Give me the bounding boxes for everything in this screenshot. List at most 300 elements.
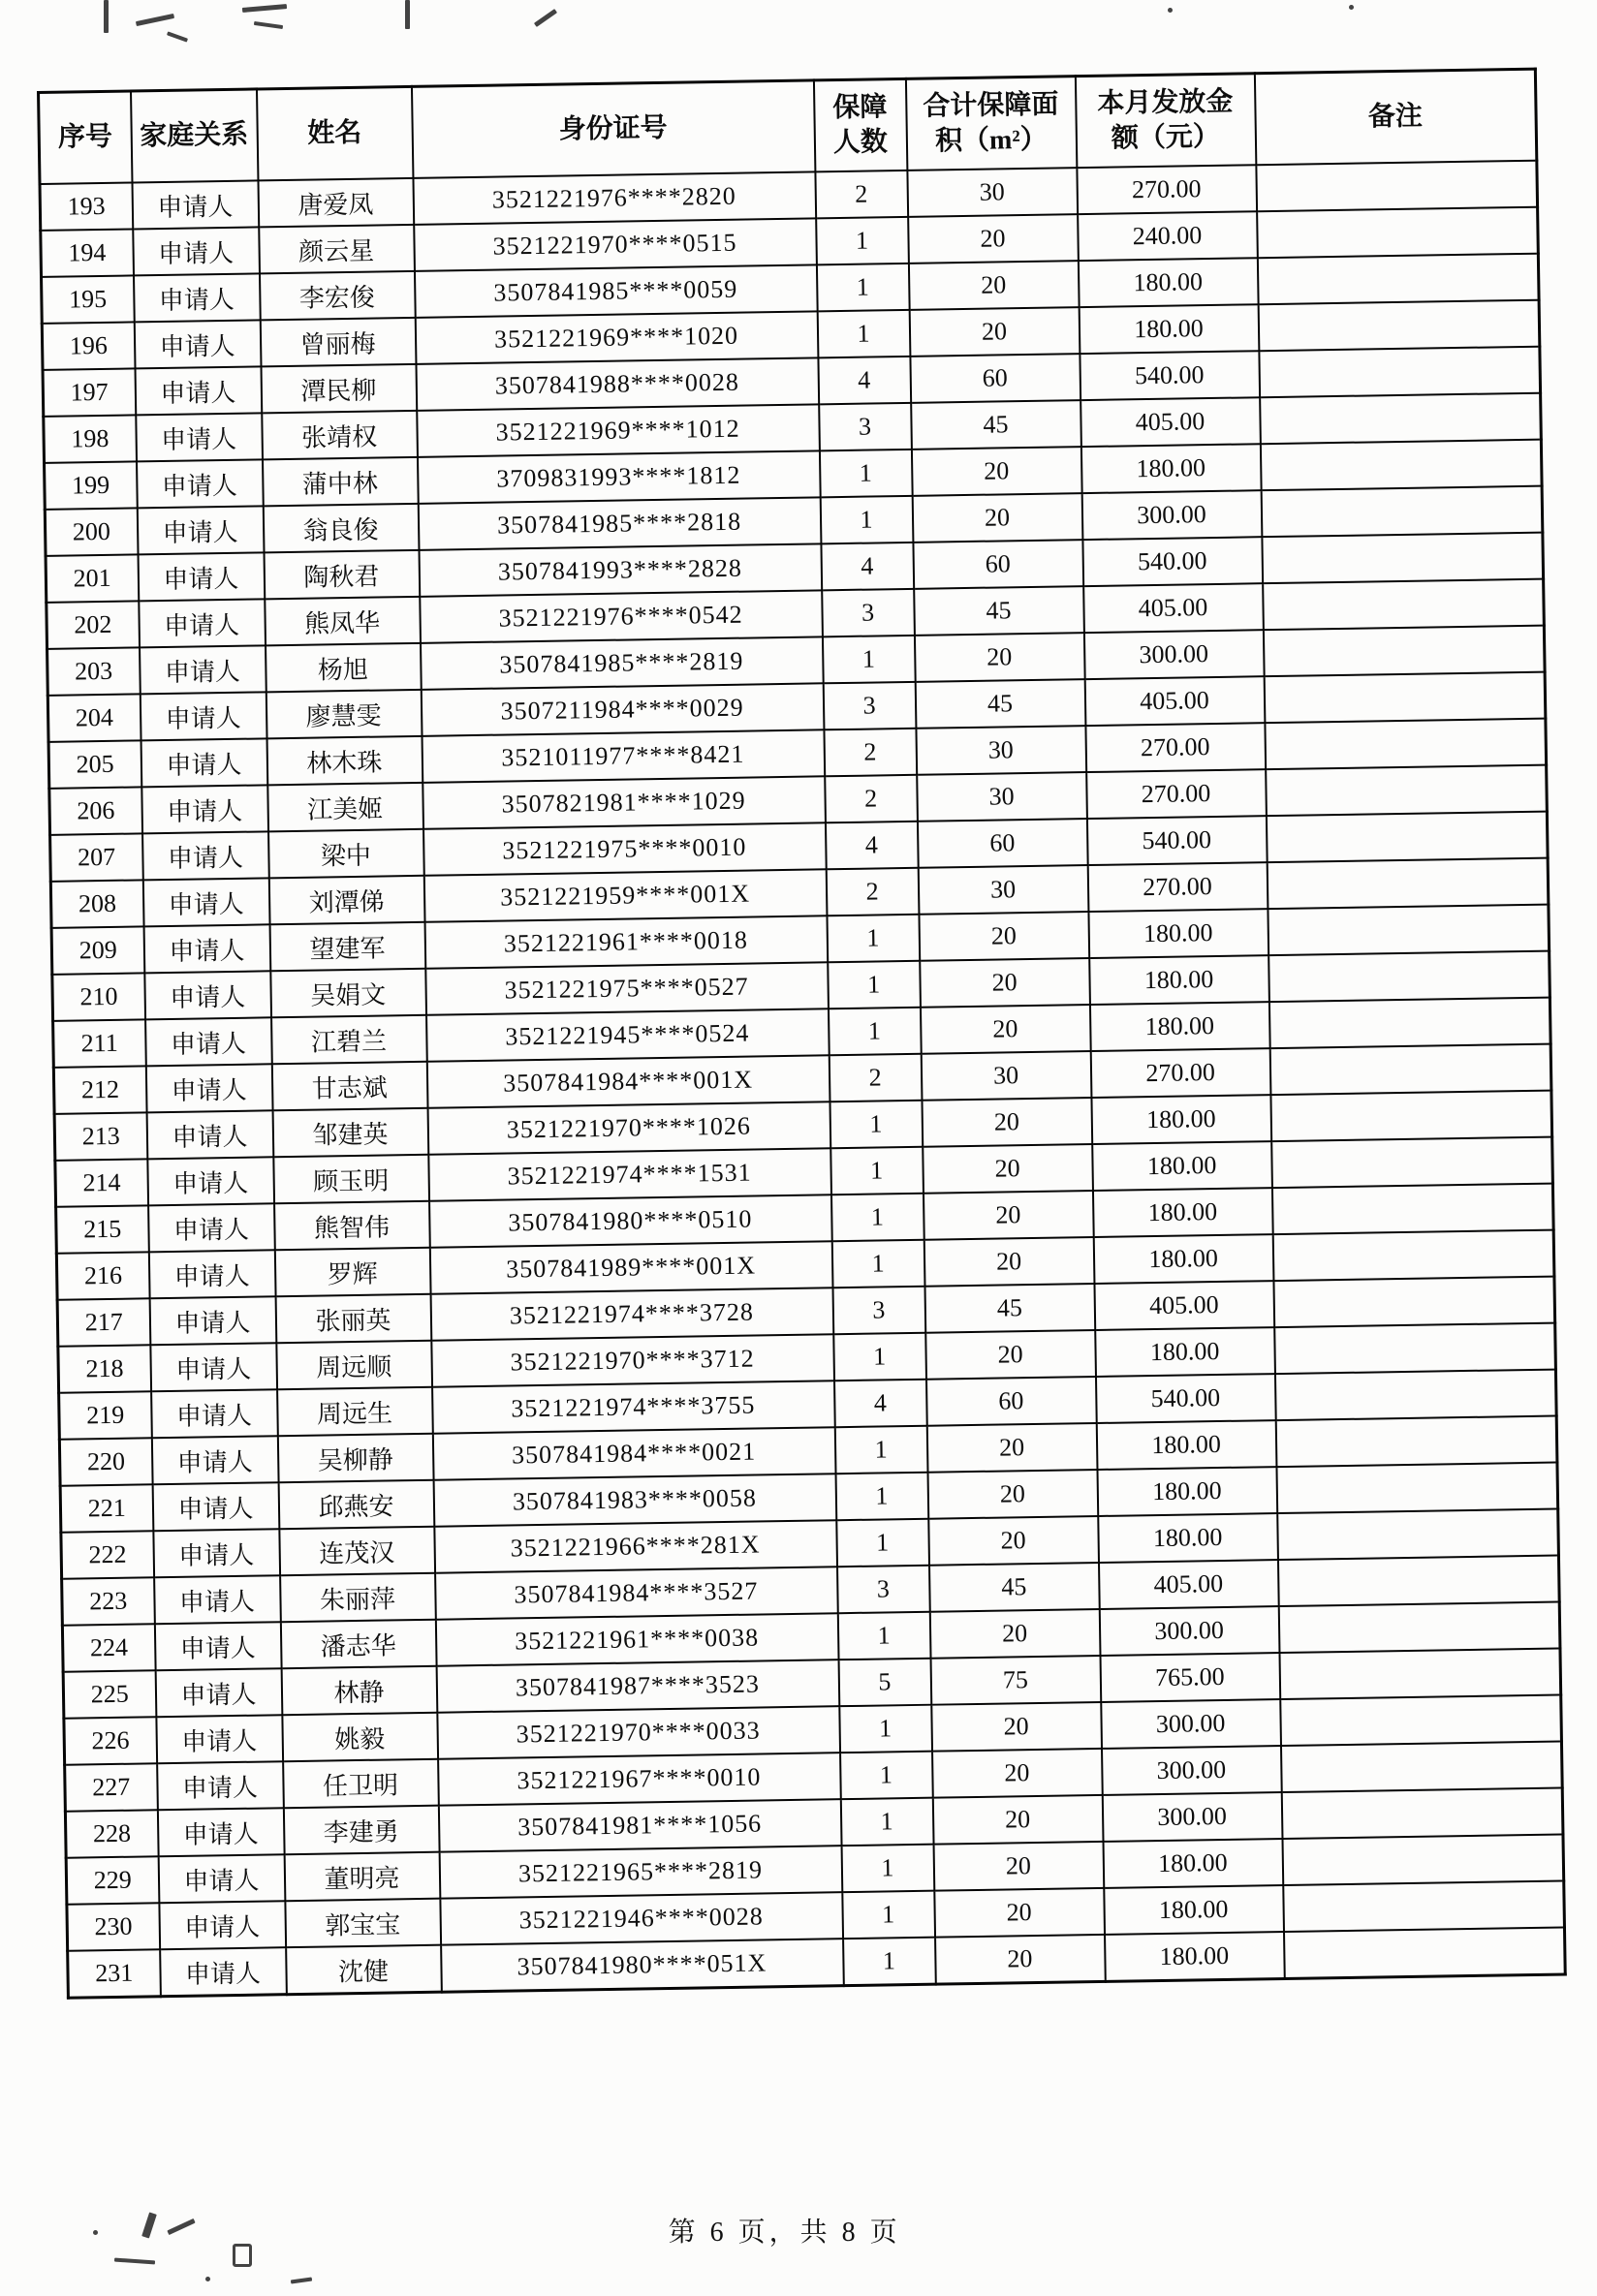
cell-seq: 196 — [42, 322, 135, 369]
cell-name: 连茂汉 — [279, 1527, 435, 1576]
column-header-relation: 家庭关系 — [131, 89, 258, 183]
cell-relation: 申请人 — [137, 459, 264, 508]
cell-seq: 207 — [50, 833, 143, 881]
cell-id_number: 3507841985****0059 — [414, 264, 817, 318]
cell-area: 20 — [912, 493, 1082, 543]
cell-seq: 215 — [56, 1205, 149, 1253]
cell-seq: 195 — [42, 275, 135, 323]
cell-id_number: 3521221976****0542 — [420, 590, 823, 643]
scan-artifact — [405, 0, 410, 29]
cell-name: 林静 — [281, 1666, 437, 1716]
cell-area: 75 — [930, 1656, 1101, 1705]
cell-people: 3 — [832, 1287, 925, 1334]
cell-remark — [1256, 161, 1538, 212]
cell-amount: 180.00 — [1103, 1839, 1283, 1888]
cell-amount: 405.00 — [1098, 1560, 1278, 1609]
cell-people: 1 — [827, 915, 920, 962]
cell-area: 20 — [920, 1005, 1090, 1054]
cell-amount: 405.00 — [1094, 1281, 1274, 1330]
cell-name: 董明亮 — [284, 1852, 440, 1902]
cell-people: 4 — [834, 1380, 927, 1427]
cell-seq: 217 — [57, 1298, 150, 1346]
scan-artifact — [93, 2230, 98, 2235]
cell-amount: 180.00 — [1092, 1188, 1272, 1237]
cell-area: 60 — [910, 354, 1080, 403]
cell-amount: 180.00 — [1089, 1002, 1269, 1051]
cell-relation: 申请人 — [149, 1296, 276, 1345]
cell-relation: 申请人 — [159, 1901, 286, 1949]
cell-people: 2 — [826, 868, 919, 915]
cell-name: 甘志斌 — [271, 1062, 427, 1111]
cell-relation: 申请人 — [136, 413, 263, 461]
cell-people: 1 — [841, 1845, 934, 1892]
cell-name: 刘潭俤 — [268, 876, 424, 925]
cell-seq: 194 — [41, 229, 134, 276]
cell-name: 林木珠 — [266, 736, 423, 786]
cell-seq: 230 — [67, 1903, 160, 1950]
cell-id_number: 3507841983****0058 — [433, 1474, 836, 1527]
cell-people: 2 — [815, 171, 908, 218]
cell-seq: 198 — [44, 415, 137, 462]
cell-remark — [1258, 300, 1540, 352]
cell-id_number: 3521221976****2820 — [413, 171, 816, 225]
cell-id_number: 3507841985****2819 — [420, 636, 823, 690]
cell-remark — [1257, 207, 1539, 259]
cell-name: 罗辉 — [274, 1248, 430, 1297]
cell-remark — [1277, 1509, 1559, 1561]
cell-name: 沈健 — [286, 1945, 442, 1995]
cell-area: 20 — [932, 1749, 1103, 1798]
cell-id_number: 3507841981****1056 — [438, 1799, 841, 1852]
cell-people: 1 — [828, 961, 921, 1008]
cell-amount: 180.00 — [1105, 1932, 1285, 1981]
cell-people: 1 — [840, 1752, 933, 1799]
cell-area: 20 — [922, 1098, 1092, 1147]
cell-id_number: 3521221970****1026 — [427, 1101, 830, 1155]
cell-amount: 300.00 — [1083, 630, 1264, 679]
cell-seq: 227 — [65, 1763, 158, 1811]
cell-amount: 540.00 — [1086, 816, 1267, 865]
cell-amount: 270.00 — [1086, 769, 1267, 819]
cell-relation: 申请人 — [153, 1529, 280, 1577]
cell-area: 45 — [924, 1284, 1095, 1333]
cell-remark — [1268, 951, 1550, 1003]
cell-id_number: 3507841984****0021 — [432, 1427, 835, 1480]
cell-relation: 申请人 — [157, 1808, 284, 1856]
cell-area: 20 — [924, 1237, 1094, 1287]
cell-name: 顾玉明 — [273, 1155, 429, 1204]
cell-amount: 300.00 — [1102, 1746, 1282, 1795]
cell-amount: 300.00 — [1099, 1606, 1279, 1656]
scan-artifact — [167, 31, 188, 42]
cell-remark — [1257, 254, 1539, 305]
cell-id_number: 3521221975****0010 — [423, 822, 827, 876]
cell-seq: 212 — [53, 1066, 146, 1113]
cell-remark — [1272, 1230, 1554, 1282]
scan-artifact — [114, 2258, 155, 2265]
cell-area: 20 — [932, 1795, 1103, 1845]
table-container — [37, 68, 1564, 2000]
cell-name: 蒲中林 — [263, 457, 419, 507]
cell-area: 45 — [915, 679, 1085, 729]
cell-people: 1 — [836, 1519, 929, 1567]
cell-people: 2 — [824, 729, 917, 776]
cell-relation: 申请人 — [132, 180, 259, 229]
cell-remark — [1275, 1416, 1557, 1468]
cell-id_number: 3521221974****3728 — [430, 1288, 833, 1341]
cell-people: 1 — [819, 450, 912, 497]
cell-remark — [1260, 440, 1542, 491]
scan-artifact — [1349, 5, 1354, 10]
cell-name: 姚毅 — [282, 1713, 438, 1762]
cell-area: 60 — [917, 819, 1087, 868]
cell-seq: 228 — [65, 1810, 158, 1857]
cell-name: 潭民柳 — [261, 364, 417, 414]
cell-people: 2 — [829, 1054, 922, 1101]
cell-name: 潘志华 — [280, 1620, 436, 1669]
page-footer: 第 6 页，共 8 页 — [668, 2218, 901, 2248]
cell-remark — [1276, 1463, 1558, 1514]
cell-relation: 申请人 — [152, 1482, 279, 1531]
cell-relation: 申请人 — [140, 692, 266, 740]
cell-people: 3 — [822, 589, 915, 636]
cell-people: 1 — [833, 1333, 926, 1381]
cell-area: 60 — [913, 540, 1083, 589]
cell-remark — [1282, 1834, 1564, 1885]
cell-area: 20 — [929, 1609, 1100, 1659]
cell-name: 邱燕安 — [278, 1480, 434, 1530]
cell-id_number: 3521221975****0527 — [425, 962, 829, 1015]
cell-relation: 申请人 — [145, 1017, 272, 1066]
cell-remark — [1267, 858, 1549, 910]
cell-relation: 申请人 — [148, 1203, 275, 1252]
cell-relation: 申请人 — [145, 1064, 272, 1112]
cell-amount: 180.00 — [1095, 1327, 1275, 1377]
cell-area: 45 — [911, 400, 1081, 450]
cell-name: 李宏俊 — [259, 271, 415, 321]
cell-relation: 申请人 — [141, 785, 268, 833]
cell-seq: 226 — [64, 1717, 157, 1764]
cell-people: 1 — [820, 496, 913, 543]
cell-area: 60 — [926, 1377, 1097, 1426]
cell-name: 颜云星 — [259, 225, 415, 274]
cell-people: 3 — [819, 403, 912, 450]
cell-area: 20 — [909, 307, 1080, 357]
cell-seq: 210 — [52, 973, 145, 1020]
cell-remark — [1271, 1137, 1553, 1189]
cell-amount: 180.00 — [1089, 955, 1269, 1005]
cell-remark — [1274, 1323, 1556, 1375]
cell-id_number: 3507841993****2828 — [419, 543, 822, 597]
cell-amount: 405.00 — [1083, 583, 1264, 633]
cell-id_number: 3709831993****1812 — [417, 450, 820, 504]
cell-amount: 180.00 — [1091, 1095, 1271, 1144]
cell-seq: 220 — [59, 1438, 152, 1485]
cell-relation: 申请人 — [142, 878, 269, 926]
cell-remark — [1271, 1184, 1553, 1235]
cell-name: 梁中 — [268, 829, 424, 879]
cell-name: 周远生 — [277, 1387, 433, 1437]
cell-remark — [1269, 1044, 1551, 1096]
cell-name: 曾丽梅 — [260, 318, 416, 367]
cell-area: 20 — [908, 214, 1079, 264]
cell-id_number: 3521221969****1020 — [415, 311, 818, 364]
column-header-seq: 序号 — [39, 91, 132, 184]
cell-relation: 申请人 — [143, 924, 270, 973]
cell-area: 30 — [907, 168, 1078, 217]
cell-people: 1 — [839, 1705, 932, 1753]
cell-area: 20 — [908, 261, 1079, 310]
cell-seq: 193 — [40, 182, 133, 230]
column-header-amount: 本月发放金 额（元） — [1075, 74, 1255, 168]
cell-seq: 204 — [47, 694, 141, 741]
cell-amount: 405.00 — [1084, 676, 1265, 726]
cell-area: 30 — [917, 772, 1087, 822]
cell-relation: 申请人 — [144, 971, 271, 1019]
cell-remark — [1259, 347, 1541, 398]
cell-relation: 申请人 — [148, 1250, 275, 1298]
cell-seq: 219 — [59, 1391, 152, 1439]
cell-amount: 180.00 — [1104, 1885, 1284, 1935]
cell-amount: 180.00 — [1080, 444, 1261, 493]
cell-remark — [1265, 719, 1547, 770]
scan-artifact — [141, 2212, 157, 2238]
cell-people: 1 — [843, 1938, 936, 1986]
cell-id_number: 3507841989****001X — [429, 1241, 832, 1294]
cell-relation: 申请人 — [140, 645, 266, 694]
cell-seq: 225 — [63, 1670, 156, 1718]
cell-name: 望建军 — [269, 922, 425, 972]
cell-amount: 180.00 — [1092, 1141, 1272, 1191]
cell-amount: 240.00 — [1078, 211, 1258, 261]
cell-remark — [1278, 1602, 1560, 1654]
cell-people: 3 — [823, 682, 916, 729]
cell-people: 2 — [825, 775, 918, 822]
cell-relation: 申请人 — [157, 1761, 284, 1810]
cell-id_number: 3507841987****3523 — [436, 1660, 839, 1713]
scan-artifact — [233, 2244, 252, 2267]
column-header-people: 保障 人数 — [813, 78, 906, 171]
cell-area: 20 — [927, 1470, 1098, 1519]
column-header-id_number: 身份证号 — [411, 80, 814, 178]
cell-id_number: 3507841984****3527 — [435, 1567, 838, 1620]
cell-name: 翁良俊 — [263, 504, 419, 553]
cell-relation: 申请人 — [134, 273, 261, 322]
cell-remark — [1274, 1370, 1556, 1421]
cell-id_number: 3521221961****0038 — [435, 1613, 838, 1666]
cell-amount: 300.00 — [1101, 1699, 1281, 1749]
cell-name: 吴娟文 — [270, 969, 426, 1018]
cell-amount: 540.00 — [1080, 351, 1260, 400]
cell-relation: 申请人 — [150, 1343, 277, 1391]
scan-artifact — [205, 2277, 210, 2281]
cell-amount: 180.00 — [1079, 304, 1259, 354]
column-header-remark: 备注 — [1254, 69, 1536, 165]
cell-id_number: 3507841988****0028 — [416, 357, 819, 411]
cell-relation: 申请人 — [147, 1157, 274, 1205]
cell-people: 1 — [837, 1612, 930, 1660]
column-header-area: 合计保障面 积（m²） — [905, 77, 1076, 171]
scan-artifact — [291, 2277, 312, 2283]
cell-seq: 214 — [55, 1159, 148, 1206]
cell-name: 周远顺 — [276, 1341, 432, 1390]
cell-id_number: 3507841980****0510 — [429, 1195, 832, 1248]
cell-area: 20 — [923, 1144, 1093, 1194]
cell-name: 陶秋君 — [264, 550, 420, 600]
cell-area: 30 — [918, 865, 1088, 915]
cell-amount: 765.00 — [1100, 1653, 1280, 1702]
cell-remark — [1263, 626, 1545, 677]
cell-area: 30 — [916, 726, 1086, 775]
cell-remark — [1262, 533, 1544, 584]
cell-relation: 申请人 — [134, 320, 261, 368]
cell-id_number: 3521221974****1531 — [428, 1148, 831, 1201]
cell-amount: 300.00 — [1081, 490, 1262, 540]
cell-id_number: 3521221969****1012 — [417, 404, 820, 457]
column-header-name: 姓名 — [256, 86, 412, 180]
cell-area: 45 — [914, 586, 1084, 636]
subsidy-table — [37, 68, 1567, 2000]
cell-seq: 205 — [48, 740, 141, 788]
cell-id_number: 3521221974****3755 — [432, 1381, 835, 1434]
cell-remark — [1270, 1091, 1552, 1142]
cell-id_number: 3521221970****0515 — [414, 218, 817, 271]
cell-remark — [1277, 1556, 1559, 1607]
cell-area: 20 — [931, 1702, 1102, 1752]
cell-amount: 540.00 — [1082, 537, 1263, 586]
cell-people: 4 — [825, 822, 918, 869]
cell-id_number: 3507841984****001X — [426, 1055, 830, 1108]
cell-people: 1 — [830, 1101, 923, 1148]
cell-area: 20 — [934, 1888, 1105, 1938]
cell-people: 1 — [840, 1798, 933, 1846]
cell-remark — [1266, 812, 1548, 863]
cell-remark — [1268, 998, 1550, 1049]
cell-amount: 270.00 — [1077, 165, 1257, 214]
cell-relation: 申请人 — [142, 831, 269, 880]
cell-name: 江碧兰 — [271, 1015, 427, 1065]
cell-seq: 224 — [62, 1624, 155, 1671]
cell-seq: 197 — [43, 368, 136, 416]
cell-people: 5 — [838, 1659, 931, 1706]
cell-amount: 180.00 — [1096, 1420, 1276, 1470]
cell-area: 20 — [911, 447, 1081, 496]
cell-amount: 180.00 — [1078, 258, 1258, 307]
cell-people: 1 — [842, 1891, 935, 1939]
cell-people: 1 — [830, 1147, 924, 1195]
cell-amount: 270.00 — [1090, 1048, 1270, 1098]
cell-remark — [1266, 765, 1548, 817]
cell-relation: 申请人 — [151, 1389, 278, 1438]
cell-people: 1 — [835, 1473, 928, 1520]
cell-area: 20 — [925, 1330, 1096, 1380]
cell-area: 20 — [933, 1842, 1104, 1891]
cell-id_number: 3521221961****0018 — [424, 915, 828, 969]
cell-seq: 203 — [47, 647, 141, 695]
cell-relation: 申请人 — [135, 366, 262, 415]
cell-id_number: 3507841985****2818 — [418, 497, 821, 550]
cell-name: 郭宝宝 — [285, 1899, 441, 1948]
cell-area: 20 — [926, 1423, 1097, 1473]
cell-remark — [1279, 1649, 1561, 1700]
scan-artifact — [242, 4, 287, 13]
cell-relation: 申请人 — [160, 1947, 287, 1997]
cell-name: 杨旭 — [266, 643, 422, 693]
cell-name: 任卫明 — [283, 1759, 439, 1809]
cell-name: 熊智伟 — [274, 1201, 430, 1251]
cell-amount: 180.00 — [1098, 1513, 1278, 1563]
cell-remark — [1273, 1277, 1555, 1328]
cell-id_number: 3521221967****0010 — [438, 1753, 841, 1806]
cell-seq: 231 — [68, 1949, 161, 1998]
cell-remark — [1264, 672, 1546, 724]
cell-amount: 270.00 — [1085, 723, 1266, 772]
scan-artifact — [136, 14, 174, 26]
cell-seq: 218 — [58, 1345, 151, 1392]
scan-artifact — [167, 2218, 195, 2235]
table-body — [40, 161, 1565, 1999]
cell-name: 李建勇 — [283, 1806, 439, 1855]
cell-name: 张靖权 — [262, 411, 418, 460]
cell-remark — [1260, 393, 1542, 445]
cell-people: 1 — [822, 636, 915, 683]
cell-seq: 206 — [49, 787, 142, 834]
cell-amount: 180.00 — [1088, 909, 1268, 958]
cell-seq: 201 — [46, 554, 139, 602]
cell-seq: 199 — [45, 461, 138, 509]
cell-remark — [1263, 579, 1545, 631]
cell-seq: 202 — [47, 601, 140, 648]
cell-relation: 申请人 — [158, 1854, 285, 1903]
cell-area: 20 — [935, 1935, 1106, 1984]
cell-id_number: 3507211984****0029 — [421, 683, 824, 736]
cell-id_number: 3521221945****0524 — [426, 1008, 830, 1062]
cell-name: 廖慧雯 — [266, 690, 422, 739]
cell-relation: 申请人 — [155, 1668, 282, 1717]
cell-relation: 申请人 — [154, 1575, 281, 1624]
cell-amount: 180.00 — [1097, 1467, 1277, 1516]
cell-people: 1 — [830, 1194, 924, 1241]
cell-relation: 申请人 — [139, 599, 266, 647]
cell-amount: 300.00 — [1102, 1792, 1282, 1842]
cell-seq: 221 — [60, 1484, 153, 1532]
cell-remark — [1261, 486, 1543, 538]
cell-amount: 540.00 — [1095, 1374, 1275, 1423]
scan-artifact — [1168, 8, 1173, 13]
cell-area: 20 — [914, 633, 1084, 682]
cell-remark — [1283, 1880, 1565, 1932]
cell-name: 朱丽萍 — [280, 1573, 436, 1623]
cell-people: 4 — [818, 357, 911, 404]
cell-seq: 229 — [66, 1856, 159, 1904]
cell-people: 1 — [816, 217, 909, 264]
cell-area: 30 — [921, 1051, 1091, 1101]
cell-id_number: 3521221946****0028 — [440, 1892, 843, 1945]
cell-name: 张丽英 — [275, 1294, 431, 1344]
cell-area: 20 — [928, 1516, 1099, 1566]
cell-seq: 222 — [61, 1531, 154, 1578]
cell-area: 20 — [923, 1191, 1093, 1240]
cell-people: 1 — [816, 264, 909, 311]
cell-seq: 223 — [62, 1577, 155, 1625]
cell-id_number: 3521221965****2819 — [439, 1846, 842, 1899]
cell-relation: 申请人 — [146, 1110, 273, 1159]
cell-remark — [1280, 1695, 1562, 1747]
cell-people: 1 — [817, 310, 910, 357]
cell-seq: 213 — [54, 1112, 147, 1160]
cell-id_number: 3521221970****3712 — [431, 1334, 834, 1387]
cell-name: 邹建英 — [272, 1108, 428, 1158]
